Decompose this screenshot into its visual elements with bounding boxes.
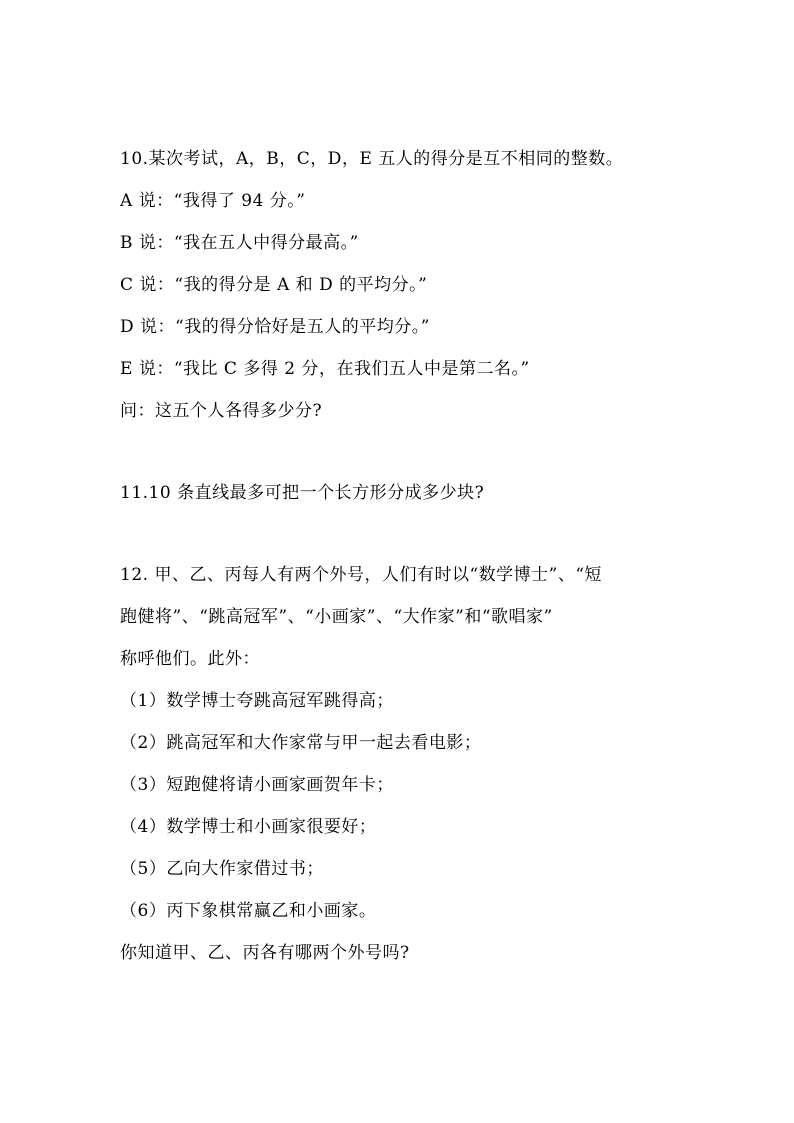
q12-line-2: 跑健将”、“跳高冠军”、“小画家”、“大作家”和“歌唱家”	[120, 607, 553, 627]
q12-clue-1: （1）数学博士夸跳高冠军跳得高；	[120, 691, 394, 711]
q12-question: 你知道甲、乙、丙各有哪两个外号吗?	[120, 943, 410, 963]
q12-clue-5: （5）乙向大作家借过书；	[120, 859, 324, 879]
q12-clue-2: （2）跳高冠军和大作家常与甲一起去看电影；	[120, 733, 482, 753]
q11-title: 11.10 条直线最多可把一个长方形分成多少块?	[120, 483, 485, 503]
q12-line-1: 12. 甲、乙、丙每人有两个外号，人们有时以“数学博士”、“短	[120, 565, 603, 585]
q10-statement-b: B 说：“我在五人中得分最高。”	[120, 233, 359, 253]
q12-clue-4: （4）数学博士和小画家很要好；	[120, 817, 377, 837]
q12-line-3: 称呼他们。此外：	[120, 649, 260, 669]
q10-statement-a: A 说：“我得了 94 分。”	[120, 191, 306, 211]
q12-clue-3: （3）短跑健将请小画家画贺年卡；	[120, 775, 394, 795]
q10-statement-d: D 说：“我的得分恰好是五人的平均分。”	[120, 317, 430, 337]
q10-statement-c: C 说：“我的得分是 A 和 D 的平均分。”	[120, 275, 428, 295]
q12-clue-6: （6）丙下象棋常赢乙和小画家。	[120, 901, 377, 921]
q10-statement-e: E 说：“我比 C 多得 2 分，在我们五人中是第二名。”	[120, 359, 530, 379]
q10-question: 问：这五个人各得多少分?	[120, 401, 323, 421]
q10-title: 10.某次考试，A，B，C，D，E 五人的得分是互不相同的整数。	[120, 149, 624, 169]
